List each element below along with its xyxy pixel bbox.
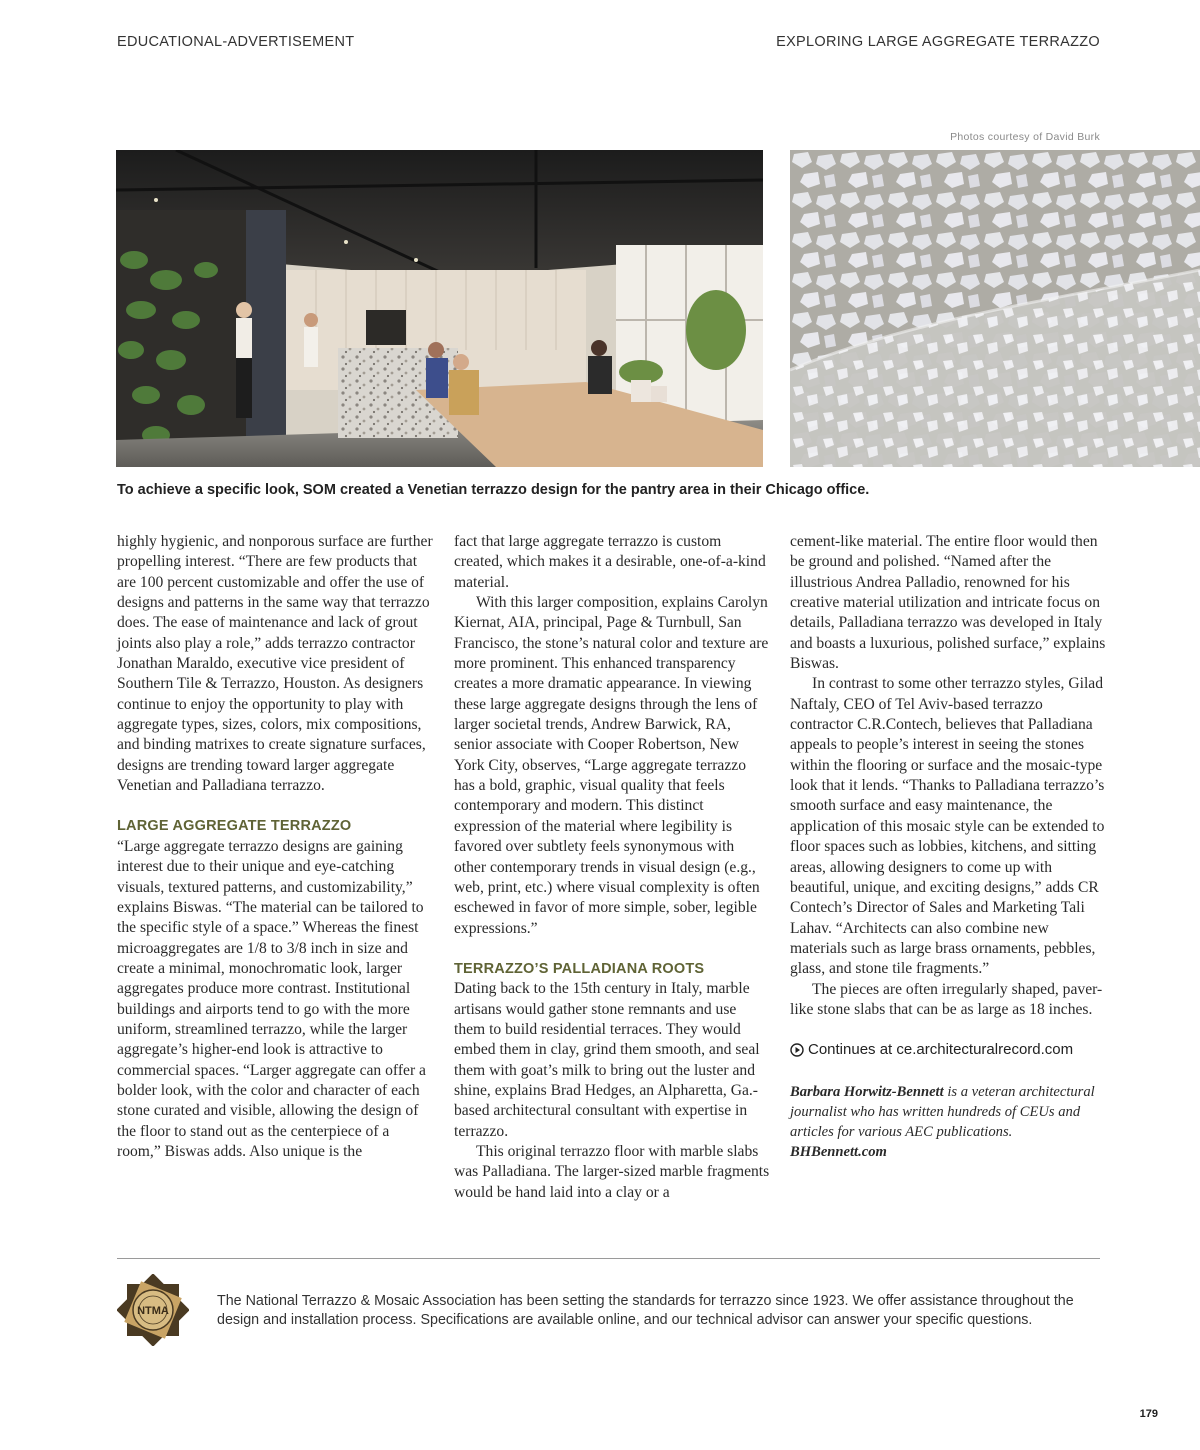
text-column-3 xyxy=(790,532,1106,1162)
terrazzo-closeup-photo xyxy=(790,150,1200,467)
paragraph: fact that large aggregate terrazzo is custom created, which makes it a desirable, one-of-a-kind material. xyxy=(454,533,766,591)
running-header-right: EXPLORING LARGE AGGREGATE TERRAZZO xyxy=(776,34,1100,50)
paragraph: In contrast to some other terrazzo styles, Gilad Naftaly, CEO of Tel Aviv-based terrazzo contractor C.R.Contech, believes that Palladiana appeals to people’s interest in seeing the stones within the flooring or surface and the mosaic-type look that it lends. “Thanks to Palladiana terrazzo’s smooth surface and easy maintenance, the application of this mosaic style can be extended to floor spaces such as lobbies, kitchens, and sitting areas, allowing designers to come up with beautiful, unique, and exciting designs,” adds CR Contech’s Director of Sales and Marketing Tali Lahav. “Architects can also combine new materials such as large brass ornaments, pebbles, glass, and stone tile fragments.” xyxy=(790,675,1105,978)
photo-credit: Photos courtesy of David Burk xyxy=(950,131,1100,143)
author-bio-text: is a veteran architectural journalist who has written hundreds of CEUs and articles for various AEC publications. xyxy=(790,1083,1095,1140)
running-header-left: EDUCATIONAL-ADVERTISEMENT xyxy=(117,34,355,50)
page-number: 179 xyxy=(1139,1408,1158,1420)
ntma-statement: The National Terrazzo & Mosaic Association has been setting the standards for terrazzo since 1923. We offer assistance throughout the design and installation process. Specifications are available online, and our technical advisor can answer your specific questions. xyxy=(217,1293,1074,1328)
paragraph: This original terrazzo floor with marble slabs was Palladiana. The larger-sized marble fragments would be hand laid into a clay or a xyxy=(454,1142,770,1201)
author-name: Barbara Horwitz-Bennett xyxy=(790,1083,944,1100)
continues-link[interactable] xyxy=(790,1040,1106,1060)
play-circle-icon xyxy=(790,1043,804,1057)
ntma-logo-text: NTMA xyxy=(137,1305,169,1317)
section-heading: LARGE AGGREGATE TERRAZZO xyxy=(117,818,352,835)
paragraph: cement-like material. The entire floor would then be ground and polished. “Named after the illustrious Andrea Palladio, renowned for his creative material utilization and intricate focus on details, Palladiana terrazzo was developed in Italy and boasts a luxurious, polished surface,” explains Biswas. xyxy=(790,533,1106,673)
text-column-2 xyxy=(454,532,770,1203)
photo-caption: To achieve a specific look, SOM created a Venetian terrazzo design for the pantry area in their Chicago office. xyxy=(117,482,870,498)
text-column-1 xyxy=(117,532,433,1162)
section-heading: TERRAZZO’S PALLADIANA ROOTS xyxy=(454,960,705,977)
paragraph: highly hygienic, and nonporous surface are further propelling interest. “There are few products that are 100 percent customizable and offer the use of designs and patterns in the same way that terrazzo does. The ease of maintenance and lack of grout joints also play a role,” adds terrazzo contractor Jonathan Maraldo, executive vice president of Southern Tile & Terrazzo, Houston. As designers continue to enjoy the opportunity to play with aggregate types, sizes, colors, mix compositions, and binding matrixes to create signature surfaces, designs are trending toward larger aggregate Venetian and Palladiana terrazzo. xyxy=(117,533,433,795)
footer-divider xyxy=(117,1258,1100,1259)
pantry-interior-photo xyxy=(116,150,763,467)
continues-link-text[interactable]: Continues at ce.architecturalrecord.com xyxy=(808,1041,1074,1059)
paragraph: “Large aggregate terrazzo designs are gaining interest due to their unique and eye-catching visuals, textured patterns, and customizability,” explains Biswas. “The material can be tailored to the specific style of a space.” Whereas the finest microaggregates are 1/8 to 3/8 inch in size and create a minimal, monochromatic look, larger aggregates produce more contrast. Institutional buildings and airports tend to go with the more uniform, streamlined terrazzo, while the larger aggregate’s higher-end look is attractive to commercial spaces. “Larger aggregate can offer a bolder look, with the color and character of each stone curated and visible, allowing the design of the floor to stand out as the centerpiece of a room,” Biswas adds. Also unique is the xyxy=(117,837,426,1160)
ntma-logo xyxy=(117,1274,189,1346)
author-bio xyxy=(790,1082,1106,1162)
paragraph: Dating back to the 15th century in Italy, marble artisans would gather stone remnants and use them to build residential terraces. They would embed them in clay, grind them smooth, and seal them with goat’s milk to bring out the luster and shine, explains Brad Hedges, an Alpharetta, Ga.-based architectural consultant with expertise in terrazzo. xyxy=(454,980,760,1140)
author-website[interactable]: BHBennett.com xyxy=(790,1143,887,1160)
paragraph: The pieces are often irregularly shaped, paver-like stone slabs that can be as large as 18 inches. xyxy=(790,980,1103,1018)
paragraph: With this larger composition, explains Carolyn Kiernat, AIA, principal, Page & Turnbull, San Francisco, the stone’s natural color and texture are more prominent. This enhanced transparency creates a more dramatic appearance. In viewing these large aggregate designs through the lens of larger societal trends, Andrew Barwick, RA, senior associate with Cooper Robertson, New York City, observes, “Large aggregate terrazzo has a bold, graphic, visual quality that feels contemporary and modern. This distinct expression of the material where legibility is favored over subtlety feels synonymous with other contemporary trends in visual design (e.g., web, print, etc.) where visual complexity is often eschewed in favor of more simple, sober, legible expressions.” xyxy=(454,594,769,937)
